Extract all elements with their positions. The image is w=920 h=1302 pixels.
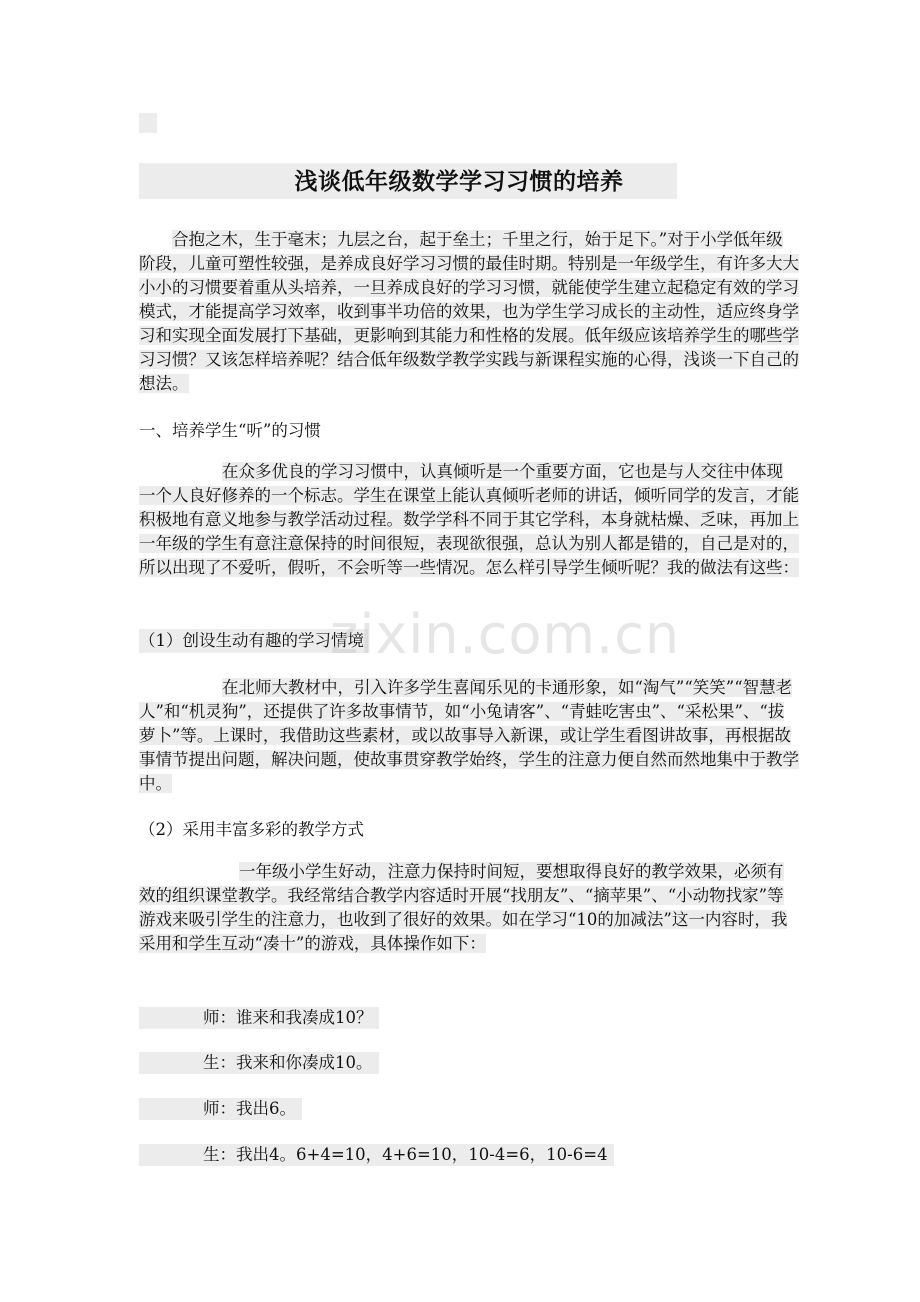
sub1-text: 在北师大教材中，引入许多学生喜闻乐见的卡通形象，如“淘气”“笑笑”“智慧老人”和“机灵狗”，还提供了许多故事情节，如“小兔请客”、“青蛙吃害虫”、“采松果”、“拔萝卜”等。上课时，我借助这些素材，或以故事导入新课，或让学生看图讲故事，再根据故事情节提出问题，解决问题，使故事贯穿教学始终，学生的注意力便自然而然地集中于教学中。 — [139, 678, 799, 793]
watermark-text: zixin.com.cn — [330, 603, 681, 666]
sub2-text: 一年级小学生好动，注意力保持时间短，要想取得良好的教学效果，必须有效的组织课堂教学。我经常结合教学内容适时开展“找朋友”、“摘苹果”、“小动物找家”等游戏来吸引学生的注意力，也收到了很好的效果。如在学习“10的加减法”这一内容时，我采用和学生互动“凑十”的游戏，具体操作如下： — [139, 862, 788, 953]
section1-paragraph — [139, 460, 799, 580]
corner-mark — [139, 113, 157, 133]
sub1-paragraph — [139, 676, 799, 796]
intro-text: 合抱之木，生于毫末；九层之台，起于垒土；千里之行，始于足下。”对于小学低年级阶段，儿童可塑性较强，是养成良好学习习惯的最佳时期。特别是一年级学生，有许多大大小小的习惯要着重从头培养，一旦养成良好的学习习惯，就能使学生建立起稳定有效的学习模式，才能提高学习效率，收到事半功倍的效果，也为学生学习成长的主动性，适应终身学习和实现全面发展打下基础，更影响到其能力和性格的发展。低年级应该培养学生的哪些学习习惯？又该怎样培养呢？结合低年级数学教学实践与新课程实施的心得，浅谈一下自己的想法。 — [139, 230, 799, 393]
section1-heading: 一、培养学生“听”的习惯 — [139, 421, 321, 440]
document-title: 浅谈低年级数学学习习惯的培养 — [294, 169, 624, 195]
sub2-heading: （2）采用丰富多彩的教学方式 — [139, 820, 364, 839]
sub2-paragraph — [139, 860, 799, 956]
dialog-line-3: 师：我出6。 — [139, 1098, 302, 1120]
dialog-line-4: 生：我出4。6+4=10，4+6=10，10-4=6，10-6=4 — [139, 1144, 614, 1166]
dialog-line-1: 师：谁来和我凑成10？ — [139, 1007, 379, 1029]
section1-text: 在众多优良的学习习惯中，认真倾听是一个重要方面，它也是与人交往中体现一个人良好修养的一个标志。学生在课堂上能认真倾听老师的讲话，倾听同学的发言，才能积极地有意义地参与教学活动过程。数学学科不同于其它学科，本身就枯燥、乏味，再加上一年级的学生有意注意保持的时间很短，表现欲很强，总认为别人都是错的，自己是对的，所以出现了不爱听，假听，不会听等一些情况。怎么样引导学生倾听呢？我的做法有这些： — [139, 462, 799, 577]
intro-paragraph — [139, 228, 799, 396]
sub1-heading: （1）创设生动有趣的学习情境 — [139, 629, 368, 653]
dialog-line-2: 生：我来和你凑成10。 — [139, 1052, 379, 1074]
